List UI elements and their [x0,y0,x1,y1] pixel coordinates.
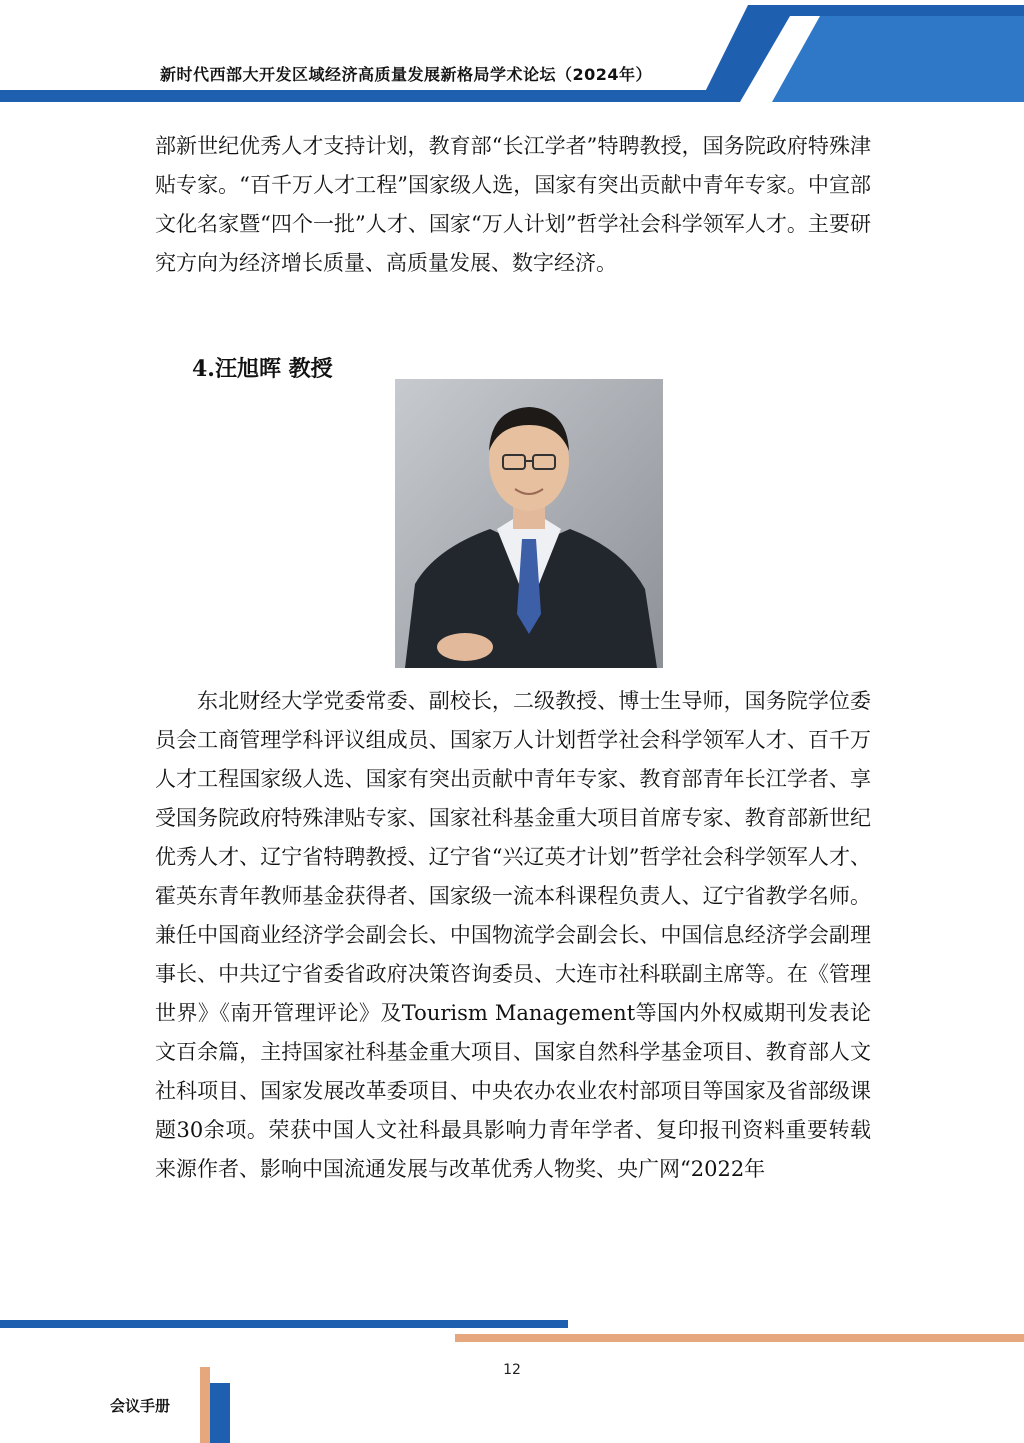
page-number: 12 [503,1362,521,1378]
header-banner [0,0,1024,110]
footer-divider [0,1315,1024,1355]
footer-tab-decoration [200,1367,234,1443]
biography-paragraph: 东北财经大学党委常委、副校长，二级教授、博士生导师，国务院学位委员会工商管理学科评议组成员、国家万人计划哲学社会科学领军人才、百千万人才工程国家级人选、国家有突出贡献中青年专家、教育部青年长江学者、享受国务院政府特殊津贴专家、国家社科基金重大项目首席专家、教育部新世纪优秀人才、辽宁省特聘教授、辽宁省“兴辽英才计划”哲学社会科学领军人才、霍英东青年教师基金获得者、国家级一流本科课程负责人、辽宁省教学名师。兼任中国商业经济学会副会长、中国物流学会副会长、中国信息经济学会副理事长、中共辽宁省委省政府决策咨询委员、大连市社科联副主席等。在《管理世界》《南开管理评论》及Tourism Management等国内外权威期刊发表论文百余篇，主持国家社科基金重大项目、国家自然科学基金项目、教育部人文社科项目、国家发展改革委项目、中央农办农业农村部项目等国家及省部级课题30余项。荣获中国人文社科最具影响力青年学者、复印报刊资料重要转载来源作者、影响中国流通发展与改革优秀人物奖、央广网“2022年 [155,689,871,1181]
intro-paragraph: 部新世纪优秀人才支持计划，教育部“长江学者”特聘教授，国务院政府特殊津贴专家。“百千万人才工程”国家级人选，国家有突出贡献中青年专家。中宣部文化名家暨“四个一批”人才、国家“万人计划”哲学社会科学领军人才。主要研究方向为经济增长质量、高质量发展、数字经济。 [155,134,871,275]
footer-label: 会议手册 [110,1397,171,1415]
section-heading: 4.汪旭晖 教授 [192,356,333,382]
portrait-photo-icon [395,379,663,668]
header-title: 新时代西部大开发区域经济高质量发展新格局学术论坛（2024年） [160,65,653,84]
